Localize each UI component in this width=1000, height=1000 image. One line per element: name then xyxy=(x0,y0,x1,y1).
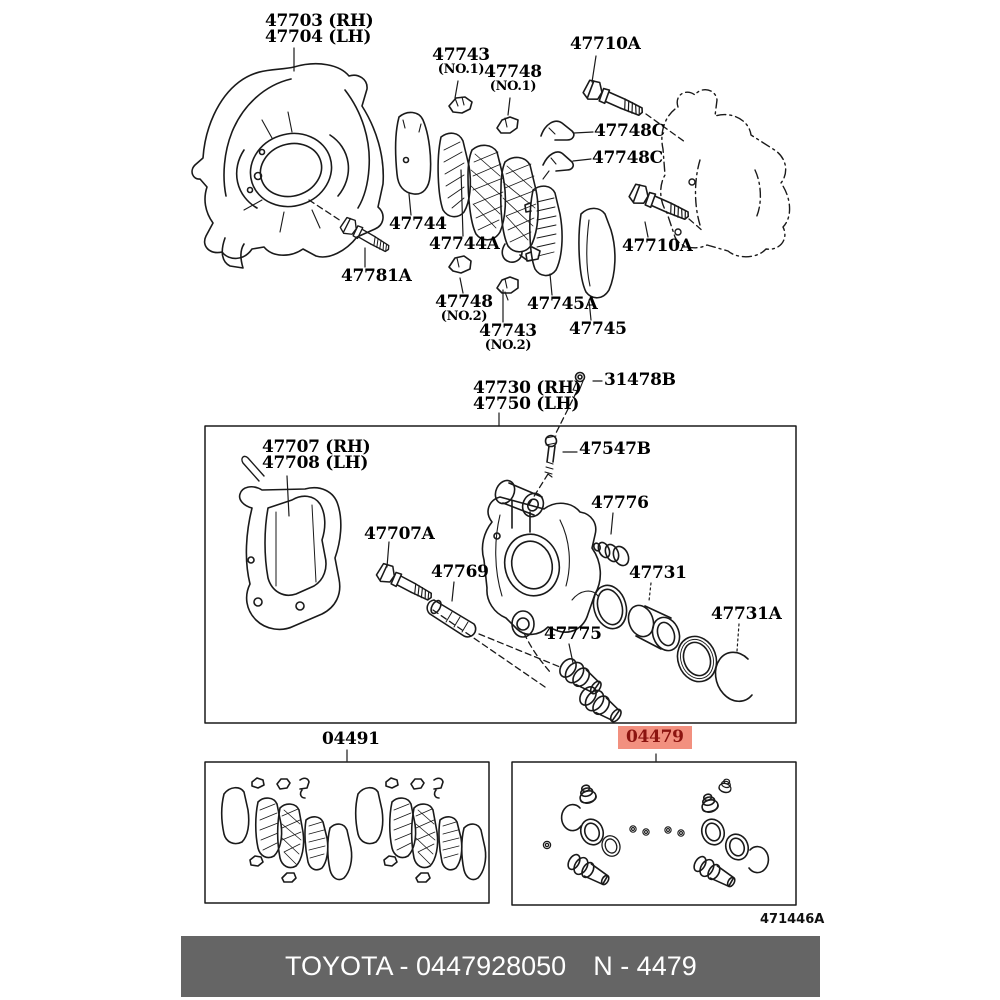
pin-clip-upper-drawing xyxy=(541,121,574,140)
part-number: 47748 xyxy=(484,62,542,82)
figure-code: 471446A xyxy=(760,912,825,927)
part-label-piston[interactable]: 47731 xyxy=(629,563,687,583)
footer-catalog-number: N - 4479 xyxy=(593,951,697,981)
caliper-phantom-drawing xyxy=(661,90,790,257)
antisqueal-shim-outer-drawing xyxy=(396,112,431,194)
part-sub-number: (NO.2) xyxy=(484,338,532,353)
part-label-cylinder-kit-selected[interactable]: 04479 xyxy=(618,726,692,749)
part-number: 47748 xyxy=(435,292,493,312)
part-label-slide-pin[interactable]: 47769 xyxy=(431,562,489,582)
part-label-caliper-bolt-upper[interactable]: 47710A xyxy=(570,34,641,54)
part-label-piston-seal[interactable]: 47775 xyxy=(544,624,602,644)
part-label-union-bolt[interactable]: 47547B xyxy=(579,439,651,459)
cylinder-kit-contents xyxy=(543,778,768,892)
part-number: 47743 xyxy=(479,321,537,341)
piston-drawing xyxy=(624,602,684,655)
part-number: 47703 (RH) xyxy=(265,11,374,31)
part-label-shim-inner[interactable]: 47744A xyxy=(429,234,500,254)
part-label-bracket-bolt[interactable]: 47707A xyxy=(364,524,435,544)
part-label-shim-outer[interactable]: 47744 xyxy=(389,214,447,234)
part-label-support-plate[interactable]: 47745A xyxy=(527,294,598,314)
caliper-body-drawing xyxy=(482,477,600,637)
part-label-caliper-bolt-lower[interactable]: 47710A xyxy=(622,236,693,256)
pad-clip-no2-drawing xyxy=(497,277,518,300)
part-label-pad-kit[interactable]: 04491 xyxy=(322,729,380,749)
part-label-pad-clip2-no2[interactable] xyxy=(434,294,494,324)
union-bolt-drawing xyxy=(545,436,557,478)
shield-bolt-drawing xyxy=(339,216,393,257)
part-number: 47707 (RH) xyxy=(262,437,371,457)
footer-part-bar xyxy=(181,936,820,997)
part-label-pad-clip2-no1[interactable] xyxy=(483,64,543,94)
part-label-shield-bolt[interactable]: 47781A xyxy=(341,266,412,286)
pad-support-plate-drawing xyxy=(525,186,562,275)
pad-clip-no1-drawing xyxy=(449,97,472,113)
part-sub-number: (NO.2) xyxy=(440,309,488,324)
pad-clip2-no1-drawing xyxy=(497,117,518,133)
part-label-pin-clip-lower[interactable]: 47748C xyxy=(592,148,663,168)
part-sub-number: (NO.1) xyxy=(437,62,485,77)
part-number: 47708 (LH) xyxy=(262,453,369,473)
pad-wear-plate-drawing xyxy=(579,208,615,297)
antisqueal-shim-inner-drawing xyxy=(438,133,470,216)
part-label-bleeder-cap[interactable]: 47776 xyxy=(591,493,649,513)
part-number: 47730 (RH) xyxy=(473,378,582,398)
part-number: 47743 xyxy=(432,45,490,65)
part-label-piston-boot[interactable]: 47731A xyxy=(711,604,782,624)
pad-clip2-no2-drawing xyxy=(449,256,471,273)
caliper-bolt-lower-drawing xyxy=(628,182,693,225)
part-sub-number: (NO.1) xyxy=(489,79,537,94)
slide-pin-boots-drawing xyxy=(556,655,625,727)
part-label-dust-shield[interactable] xyxy=(265,13,373,45)
part-number: 47750 (LH) xyxy=(473,394,580,414)
part-label-wear-plate[interactable]: 47745 xyxy=(569,319,627,339)
footer-brand-part-number: TOYOTA - 0447928050 xyxy=(285,951,567,981)
part-label-bleeder-plug-screw[interactable]: 31478B xyxy=(604,370,676,390)
caliper-bolt-upper-drawing xyxy=(582,78,647,121)
snap-ring-drawing xyxy=(715,652,752,701)
cylinder-kit-box xyxy=(512,762,796,905)
mounting-bracket-drawing xyxy=(240,456,341,629)
part-label-mounting-bracket[interactable] xyxy=(262,439,370,471)
part-label-pin-clip-upper[interactable]: 47748C xyxy=(594,121,665,141)
slide-pin-drawing xyxy=(427,599,475,637)
part-label-caliper-assy[interactable] xyxy=(473,380,581,412)
bracket-bolt-drawing xyxy=(375,561,436,605)
part-number: 47704 (LH) xyxy=(265,27,372,47)
pin-clip-lower-drawing xyxy=(543,152,573,179)
part-label-pad-clip-no2[interactable] xyxy=(478,323,538,353)
